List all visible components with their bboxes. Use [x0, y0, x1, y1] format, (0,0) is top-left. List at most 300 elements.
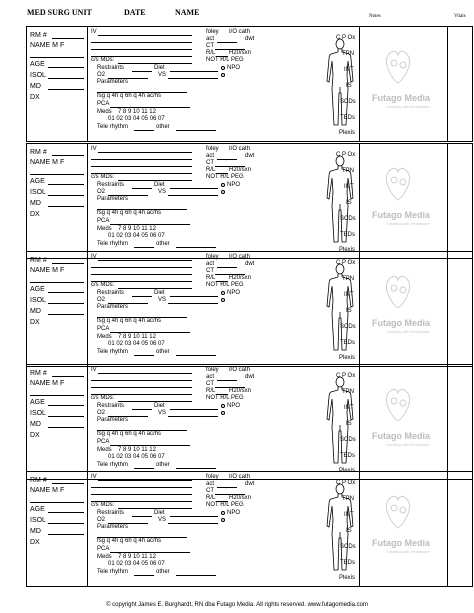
vs-label: VS [158, 410, 167, 416]
name-mf-label: NAME M F [30, 267, 65, 274]
md-field[interactable] [48, 534, 84, 535]
isol-label: ISOL [30, 297, 46, 304]
unit-title: MED SURG UNIT [27, 8, 92, 17]
tele-label: Tele rhythm [97, 124, 129, 130]
vitals-cell[interactable] [448, 143, 473, 259]
rl-label: R/L [206, 275, 216, 281]
patient-row [26, 26, 448, 142]
tele-field[interactable] [134, 468, 154, 469]
iv-label: IV [91, 146, 97, 152]
checklist-column [336, 27, 449, 141]
is-label: IS [346, 421, 352, 427]
isol-field[interactable] [48, 523, 84, 524]
other-label: other [156, 349, 170, 355]
not-rl-peg-label: NOT R/L PEG [206, 502, 244, 508]
tele-label: Tele rhythm [97, 241, 129, 247]
other-label: other [156, 241, 170, 247]
h20sxn-label: H20/sxn [229, 50, 252, 56]
age-label: AGE [30, 61, 45, 68]
watermark-brand: Futago Media [372, 431, 430, 441]
plexis-label: Plexis [339, 247, 356, 253]
fsg-label: fsg q 4h q 6h q 4h ac/hs [97, 93, 162, 99]
name-field[interactable] [30, 502, 84, 503]
futago-logo-watermark [382, 49, 416, 89]
patient-info-column [27, 472, 88, 586]
md-field[interactable] [48, 427, 84, 428]
orders-column [88, 472, 301, 586]
dwt-label: dwt [245, 36, 255, 42]
tpn-label: TPN [342, 168, 354, 174]
restraints-label: Restraints [97, 510, 125, 516]
page-header [0, 0, 474, 20]
vitals-cell[interactable] [448, 251, 473, 367]
npo-checkbox[interactable] [221, 183, 225, 187]
h20sxn-label: H20/sxn [229, 167, 252, 173]
iv-label: IV [91, 367, 97, 373]
tele-label: Tele rhythm [97, 462, 129, 468]
pca-field[interactable] [110, 552, 190, 553]
h20sxn-label: H20/sxn [229, 388, 252, 394]
patient-info-column [27, 27, 88, 141]
age-field[interactable] [48, 405, 84, 406]
dwt-label: dwt [245, 374, 255, 380]
tpn-label: TPN [342, 496, 354, 502]
age-label: AGE [30, 399, 45, 406]
md-label: MD [30, 308, 41, 315]
foley-label: foley [206, 146, 219, 152]
age-label: AGE [30, 286, 45, 293]
name-field[interactable] [30, 57, 84, 58]
ct-label: CT [206, 268, 214, 274]
diet-field[interactable] [170, 409, 218, 410]
age-field[interactable] [48, 292, 84, 293]
orders-column [88, 365, 301, 479]
name-field[interactable] [30, 174, 84, 175]
iv-field-3[interactable] [91, 387, 192, 388]
futago-logo-watermark [382, 166, 416, 206]
restraints-label: Restraints [97, 403, 125, 409]
teds-label: TEDs [340, 453, 355, 459]
rm-label: RM # [30, 257, 47, 264]
int-label: INT [344, 67, 354, 73]
io-cath-label: I/O cath [229, 29, 251, 35]
dx-label: DX [30, 432, 40, 439]
watermark-tagline: Creating with Healthcare [386, 329, 430, 334]
vs-label: VS [158, 72, 167, 78]
iv-field[interactable] [98, 35, 192, 36]
meds-hours-2: 01 02 03 04 05 06 07 [108, 561, 165, 567]
vs-checkbox[interactable] [221, 518, 225, 522]
rm-label: RM # [30, 477, 47, 484]
restraints-field[interactable] [132, 71, 152, 72]
io-cath-label: I/O cath [229, 146, 251, 152]
ct-label: CT [206, 160, 214, 166]
npo-label: NPO [227, 65, 241, 71]
not-rl-peg-label: NOT R/L PEG [206, 395, 244, 401]
diet-field[interactable] [170, 516, 218, 517]
isol-label: ISOL [30, 189, 46, 196]
md-field[interactable] [48, 206, 84, 207]
diet-field[interactable] [170, 296, 218, 297]
teds-label: TEDs [340, 115, 355, 121]
name-field[interactable] [30, 282, 84, 283]
md-label: MD [30, 421, 41, 428]
scds-label: SCDs [340, 99, 356, 105]
act-field[interactable] [217, 487, 237, 488]
patient-row [26, 251, 448, 367]
o2-label: O2 [97, 297, 106, 303]
patient-row [26, 471, 448, 587]
act-label: act [206, 153, 215, 159]
iv-field-2[interactable] [91, 487, 192, 488]
tpn-label: TPN [342, 276, 354, 282]
plexis-label: Plexis [339, 130, 356, 136]
o2-label: O2 [97, 517, 106, 523]
other-label: other [156, 462, 170, 468]
restraints-label: Restraints [97, 182, 125, 188]
other-field[interactable] [176, 130, 216, 131]
diet-field[interactable] [170, 71, 218, 72]
pca-label: PCA [97, 326, 110, 332]
parameters-label: Parameters [97, 196, 129, 202]
iv-label: IV [91, 254, 97, 260]
restraints-field[interactable] [132, 188, 152, 189]
h20sxn-label: H20/sxn [229, 495, 252, 501]
parameters-label: Parameters [97, 524, 129, 530]
is-label: IS [346, 200, 352, 206]
is-label: IS [346, 308, 352, 314]
vitals-cell[interactable] [448, 26, 473, 142]
cs-mds-label: c/s MDs: [91, 57, 115, 63]
restraints-field[interactable] [132, 409, 152, 410]
vitals-cell[interactable] [448, 471, 473, 587]
teds-label: TEDs [340, 232, 355, 238]
dx-label: DX [30, 94, 40, 101]
rl-label: R/L [206, 167, 216, 173]
iv-field[interactable] [98, 480, 192, 481]
pca-field[interactable] [110, 445, 190, 446]
o2-label: O2 [97, 189, 106, 195]
parameters-label: Parameters [97, 417, 129, 423]
age-field[interactable] [48, 67, 84, 68]
isol-label: ISOL [30, 410, 46, 417]
isol-label: ISOL [30, 517, 46, 524]
npo-label: NPO [227, 403, 241, 409]
body-diagram-column [321, 365, 359, 479]
meds-hours-1: 7 8 9 10 11 12 [118, 447, 156, 453]
meds-hours-1: 7 8 9 10 11 12 [118, 226, 156, 232]
iv-field[interactable] [98, 373, 192, 374]
act-field[interactable] [217, 42, 237, 43]
watermark-brand: Futago Media [372, 210, 430, 220]
rm-label: RM # [30, 32, 47, 39]
other-field[interactable] [176, 247, 216, 248]
isol-field[interactable] [48, 303, 84, 304]
pca-label: PCA [97, 218, 110, 224]
rm-field[interactable] [52, 483, 84, 484]
cpox-label: C P Ox [336, 260, 356, 266]
cs-mds-field[interactable] [118, 401, 192, 402]
rm-label: RM # [30, 370, 47, 377]
isol-field[interactable] [48, 416, 84, 417]
iv-field-3[interactable] [91, 494, 192, 495]
scds-label: SCDs [340, 437, 356, 443]
int-label: INT [344, 292, 354, 298]
cs-mds-label: c/s MDs: [91, 174, 115, 180]
cs-mds-label: c/s MDs: [91, 395, 115, 401]
iv-field-3[interactable] [91, 274, 192, 275]
npo-label: NPO [227, 290, 241, 296]
o2-label: O2 [97, 410, 106, 416]
patient-info-column [27, 144, 88, 258]
scds-label: SCDs [340, 544, 356, 550]
name-field[interactable] [30, 395, 84, 396]
patient-row [26, 364, 448, 480]
meds-label: Meds [97, 334, 112, 340]
scds-label: SCDs [340, 216, 356, 222]
cs-mds-label: c/s MDs: [91, 282, 115, 288]
iv-field[interactable] [98, 152, 192, 153]
teds-label: TEDs [340, 560, 355, 566]
iv-field-2[interactable] [91, 42, 192, 43]
act-label: act [206, 374, 215, 380]
meds-hours-1: 7 8 9 10 11 12 [118, 554, 156, 560]
name-mf-label: NAME M F [30, 380, 65, 387]
rl-label: R/L [206, 388, 216, 394]
meds-hours-2: 01 02 03 04 05 06 07 [108, 233, 165, 239]
rm-label: RM # [30, 149, 47, 156]
watermark-brand: Futago Media [372, 538, 430, 548]
checklist-column [336, 472, 449, 586]
iv-label: IV [91, 474, 97, 480]
cs-mds-label: c/s MDs: [91, 502, 115, 508]
not-rl-peg-label: NOT R/L PEG [206, 57, 244, 63]
watermark-tagline: Creating with Healthcare [386, 549, 430, 554]
parameters-label: Parameters [97, 79, 129, 85]
iv-field-2[interactable] [91, 380, 192, 381]
rm-field[interactable] [52, 38, 84, 39]
other-label: other [156, 569, 170, 575]
restraints-field[interactable] [132, 516, 152, 517]
other-field[interactable] [176, 355, 216, 356]
teds-label: TEDs [340, 340, 355, 346]
npo-label: NPO [227, 510, 241, 516]
meds-hours-2: 01 02 03 04 05 06 07 [108, 116, 165, 122]
foley-label: foley [206, 367, 219, 373]
orders-column [88, 27, 301, 141]
npo-label: NPO [227, 182, 241, 188]
plexis-label: Plexis [339, 355, 356, 361]
vs-checkbox[interactable] [221, 298, 225, 302]
watermark-brand: Futago Media [372, 93, 430, 103]
meds-hours-2: 01 02 03 04 05 06 07 [108, 454, 165, 460]
vs-label: VS [158, 189, 167, 195]
iv-field-2[interactable] [91, 159, 192, 160]
rm-field[interactable] [52, 155, 84, 156]
vs-checkbox[interactable] [221, 190, 225, 194]
npo-checkbox[interactable] [221, 291, 225, 295]
body-diagram-column [321, 144, 359, 258]
dwt-label: dwt [245, 481, 255, 487]
md-label: MD [30, 200, 41, 207]
body-diagram-column [321, 252, 359, 366]
rm-field[interactable] [52, 263, 84, 264]
checklist-column [336, 252, 449, 366]
meds-label: Meds [97, 447, 112, 453]
tpn-label: TPN [342, 389, 354, 395]
npo-checkbox[interactable] [221, 66, 225, 70]
cpox-label: C P Ox [336, 35, 356, 41]
meds-hours-1: 7 8 9 10 11 12 [118, 334, 156, 340]
vitals-header: Vitals [454, 14, 466, 19]
cs-mds-field[interactable] [118, 508, 192, 509]
vs-field[interactable] [168, 78, 218, 79]
plexis-label: Plexis [339, 575, 356, 581]
scds-label: SCDs [340, 324, 356, 330]
restraints-field[interactable] [132, 296, 152, 297]
md-field[interactable] [48, 314, 84, 315]
diet-label: Diet [154, 403, 165, 409]
fsg-label: fsg q 4h q 6h q 4h ac/hs [97, 431, 162, 437]
act-field[interactable] [217, 267, 237, 268]
cpox-label: C P Ox [336, 373, 356, 379]
watermark-tagline: Creating with Healthcare [386, 442, 430, 447]
act-label: act [206, 261, 215, 267]
npo-checkbox[interactable] [221, 404, 225, 408]
dx-label: DX [30, 319, 40, 326]
ct-label: CT [206, 488, 214, 494]
orders-column [88, 144, 301, 258]
patient-info-column [27, 365, 88, 479]
meds-hours-1: 7 8 9 10 11 12 [118, 109, 156, 115]
isol-field[interactable] [48, 78, 84, 79]
isol-field[interactable] [48, 195, 84, 196]
age-field[interactable] [48, 512, 84, 513]
futago-logo-watermark [382, 274, 416, 314]
vs-field[interactable] [168, 523, 218, 524]
pca-field[interactable] [110, 107, 190, 108]
diet-label: Diet [154, 290, 165, 296]
age-field[interactable] [48, 184, 84, 185]
age-label: AGE [30, 178, 45, 185]
io-cath-label: I/O cath [229, 254, 251, 260]
vs-checkbox[interactable] [221, 411, 225, 415]
iv-label: IV [91, 29, 97, 35]
rl-label: R/L [206, 495, 216, 501]
tele-field[interactable] [134, 247, 154, 248]
name-mf-label: NAME M F [30, 487, 65, 494]
pca-field[interactable] [110, 224, 190, 225]
cs-mds-field[interactable] [118, 63, 192, 64]
pca-field[interactable] [110, 332, 190, 333]
dwt-label: dwt [245, 153, 255, 159]
tele-field[interactable] [134, 575, 154, 576]
int-label: INT [344, 184, 354, 190]
md-field[interactable] [48, 89, 84, 90]
parameters-label: Parameters [97, 304, 129, 310]
vs-field[interactable] [168, 303, 218, 304]
tele-field[interactable] [134, 355, 154, 356]
checklist-column [336, 365, 449, 479]
name-mf-label: NAME M F [30, 42, 65, 49]
other-field[interactable] [176, 575, 216, 576]
vs-label: VS [158, 517, 167, 523]
rm-field[interactable] [52, 376, 84, 377]
cpox-label: C P Ox [336, 480, 356, 486]
pca-label: PCA [97, 439, 110, 445]
name-mf-label: NAME M F [30, 159, 65, 166]
date-label: DATE [124, 8, 146, 17]
iv-field-2[interactable] [91, 267, 192, 268]
checklist-column [336, 144, 449, 258]
act-label: act [206, 481, 215, 487]
iv-field-3[interactable] [91, 166, 192, 167]
act-field[interactable] [217, 380, 237, 381]
other-field[interactable] [176, 468, 216, 469]
iv-field-3[interactable] [91, 49, 192, 50]
futago-logo-watermark [382, 387, 416, 427]
npo-checkbox[interactable] [221, 511, 225, 515]
watermark-brand: Futago Media [372, 318, 430, 328]
vs-checkbox[interactable] [221, 73, 225, 77]
cs-mds-field[interactable] [118, 180, 192, 181]
patient-row [26, 143, 448, 259]
diet-field[interactable] [170, 188, 218, 189]
act-field[interactable] [217, 159, 237, 160]
rl-label: R/L [206, 50, 216, 56]
fsg-label: fsg q 4h q 6h q 4h ac/hs [97, 538, 162, 544]
other-label: other [156, 124, 170, 130]
pca-label: PCA [97, 546, 110, 552]
fsg-label: fsg q 4h q 6h q 4h ac/hs [97, 210, 162, 216]
h20sxn-label: H20/sxn [229, 275, 252, 281]
watermark-tagline: Creating with Healthcare [386, 104, 430, 109]
patient-info-column [27, 252, 88, 366]
meds-label: Meds [97, 554, 112, 560]
dx-label: DX [30, 211, 40, 218]
act-label: act [206, 36, 215, 42]
ct-label: CT [206, 43, 214, 49]
io-cath-label: I/O cath [229, 367, 251, 373]
is-label: IS [346, 83, 352, 89]
md-label: MD [30, 83, 41, 90]
vitals-cell[interactable] [448, 364, 473, 480]
vs-field[interactable] [168, 195, 218, 196]
fsg-label: fsg q 4h q 6h q 4h ac/hs [97, 318, 162, 324]
diet-label: Diet [154, 65, 165, 71]
tele-field[interactable] [134, 130, 154, 131]
notes-header: Notes [369, 14, 381, 19]
meds-label: Meds [97, 109, 112, 115]
foley-label: foley [206, 254, 219, 260]
ct-label: CT [206, 381, 214, 387]
io-cath-label: I/O cath [229, 474, 251, 480]
cpox-label: C P Ox [336, 152, 356, 158]
diet-label: Diet [154, 510, 165, 516]
vs-label: VS [158, 297, 167, 303]
md-label: MD [30, 528, 41, 535]
cs-mds-field[interactable] [118, 288, 192, 289]
vs-field[interactable] [168, 416, 218, 417]
body-diagram-column [321, 472, 359, 586]
int-label: INT [344, 512, 354, 518]
iv-field[interactable] [98, 260, 192, 261]
meds-label: Meds [97, 226, 112, 232]
futago-logo-watermark [382, 494, 416, 534]
meds-hours-2: 01 02 03 04 05 06 07 [108, 341, 165, 347]
tele-label: Tele rhythm [97, 349, 129, 355]
orders-column [88, 252, 301, 366]
